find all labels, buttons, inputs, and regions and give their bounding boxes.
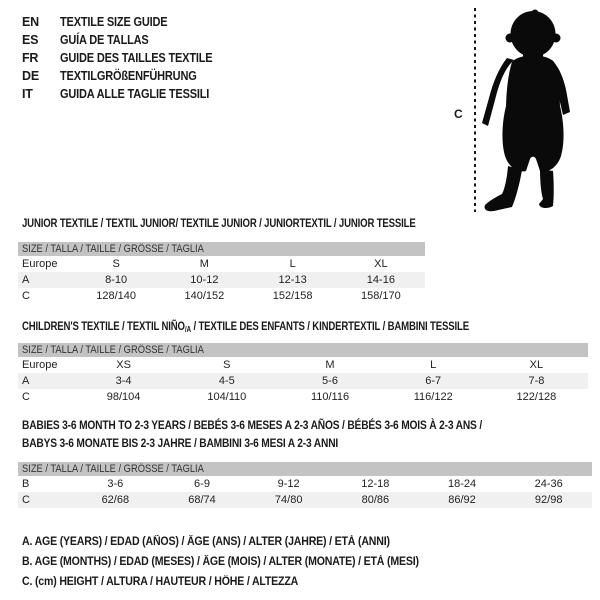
legend-note-b: B. AGE (MONTHS) / EDAD (MESES) / ÂGE (MOIS) / ALTER (MONATE) / ETÀ (MESI) [22, 556, 419, 568]
table-row [18, 492, 592, 508]
months-cell: 9-12 [277, 478, 300, 490]
height-cell: 68/74 [188, 494, 216, 506]
size-cell: M [325, 359, 335, 371]
size-cell: L [289, 258, 296, 270]
language-label: TEXTILGRÖßENFÜHRUNG [60, 69, 197, 83]
language-label: GUIDE DES TAILLES TEXTILE [60, 51, 213, 65]
children-table-title [22, 319, 581, 333]
height-dotted-line [474, 8, 476, 212]
row-label: C [22, 494, 30, 506]
height-cell: 62/68 [101, 494, 130, 506]
children-size-table [18, 343, 588, 405]
language-code: IT [22, 87, 33, 101]
language-row-it [22, 85, 233, 103]
height-measure-label: C [454, 107, 463, 121]
junior-table-title [22, 216, 514, 230]
language-row-es [22, 31, 233, 49]
height-cell: 98/104 [106, 391, 141, 403]
height-cell: 92/98 [534, 494, 563, 506]
language-list [22, 13, 233, 103]
height-cell: 128/140 [96, 290, 136, 302]
row-label: A [22, 274, 30, 286]
table-row [18, 373, 588, 389]
age-cell: 4-5 [218, 375, 235, 387]
height-cell: 86/92 [448, 494, 476, 506]
junior-size-header-bar [18, 242, 425, 256]
size-header-label: SIZE / TALLA / TAILLE / GRÖSSE / TAGLIA [22, 463, 204, 475]
age-cell: 3-4 [115, 375, 132, 387]
months-cell: 3-6 [107, 478, 124, 490]
children-table-title-text: CHILDREN'S TEXTILE / TEXTIL NIÑO/A / TEXTILE DES ENFANTS / KINDERTEXTIL / BAMBINI TESSILE [22, 319, 469, 334]
age-cell: 6-7 [425, 375, 442, 387]
legend-notes [22, 536, 453, 596]
age-cell: 5-6 [322, 375, 338, 387]
row-label: C [22, 391, 30, 403]
height-cell: 74/80 [274, 494, 303, 506]
size-cell: S [223, 359, 231, 371]
table-row [18, 357, 588, 373]
height-cell: 140/152 [184, 290, 225, 302]
months-cell: 18-24 [447, 478, 477, 490]
babies-title-line1: BABIES 3-6 MONTH TO 2-3 YEARS / BEBÉS 3-6 MESES A 2-3 AÑOS / BÉBÉS 3-6 MOIS À 2-3 ANS / [22, 418, 483, 432]
months-cell: 24-36 [534, 478, 563, 490]
language-code: FR [22, 51, 39, 65]
babies-size-header-bar [18, 462, 592, 476]
size-cell: XL [529, 359, 544, 371]
language-label: GUIDA ALLE TAGLIE TESSILI [60, 87, 210, 101]
language-code: EN [22, 15, 39, 29]
size-header-label: SIZE / TALLA / TAILLE / GRÖSSE / TAGLIA [22, 344, 204, 356]
language-label: TEXTILE SIZE GUIDE [60, 15, 168, 29]
height-cell: 122/128 [516, 391, 557, 403]
height-cell: 80/86 [361, 494, 390, 506]
age-cell: 8-10 [105, 274, 128, 286]
legend-note-c: C. (cm) HEIGHT / ALTURA / HAUTEUR / HÖHE / ALTEZZA [22, 576, 299, 588]
months-cell: 6-9 [194, 478, 210, 490]
junior-size-table [18, 242, 425, 304]
age-cell: 12-13 [278, 274, 307, 286]
size-cell: L [430, 359, 437, 371]
size-cell: S [112, 258, 120, 270]
row-label: C [22, 290, 30, 302]
age-cell: 7-8 [528, 375, 545, 387]
age-cell: 14-16 [366, 274, 395, 286]
size-header-label: SIZE / TALLA / TAILLE / GRÖSSE / TAGLIA [22, 243, 204, 255]
baby-silhouette-icon [481, 6, 596, 212]
height-cell: 110/116 [310, 391, 350, 403]
table-row [18, 389, 588, 405]
height-cell: 152/158 [272, 290, 313, 302]
height-cell: 104/110 [207, 391, 247, 403]
size-cell: XL [374, 258, 388, 270]
language-code: ES [22, 33, 39, 47]
babies-title-line2: BABYS 3-6 MONATE BIS 2-3 JAHRE / BAMBINI 3-6 MESI A 2-3 ANNI [22, 436, 339, 450]
height-cell: 158/170 [360, 290, 401, 302]
legend-note-a: A. AGE (YEARS) / EDAD (AÑOS) / ÂGE (ANS) / ALTER (JAHRE) / ETÀ (ANNI) [22, 536, 390, 548]
table-row [18, 476, 592, 492]
table-row [18, 272, 425, 288]
babies-size-table [18, 462, 592, 508]
junior-table-title-text: JUNIOR TEXTILE / TEXTIL JUNIOR/ TEXTILE JUNIOR / JUNIORTEXTIL / JUNIOR TESSILE [22, 216, 416, 230]
row-label: Europe [22, 258, 58, 270]
row-label: B [22, 478, 30, 490]
age-cell: 10-12 [190, 274, 219, 286]
language-row-fr [22, 49, 233, 67]
table-row [18, 288, 425, 304]
babies-table-title [22, 416, 563, 452]
size-cell: XS [116, 359, 131, 371]
height-cell: 116/122 [413, 391, 453, 403]
row-label: A [22, 375, 30, 387]
table-row [18, 256, 425, 272]
subscript-text: /A [184, 325, 191, 334]
months-cell: 12-18 [361, 478, 390, 490]
children-size-header-bar [18, 343, 588, 357]
language-code: DE [22, 69, 39, 83]
size-cell: M [199, 258, 209, 270]
language-row-en [22, 13, 233, 31]
row-label: Europe [22, 359, 58, 371]
language-row-de [22, 67, 233, 85]
language-label: GUÍA DE TALLAS [60, 33, 149, 47]
